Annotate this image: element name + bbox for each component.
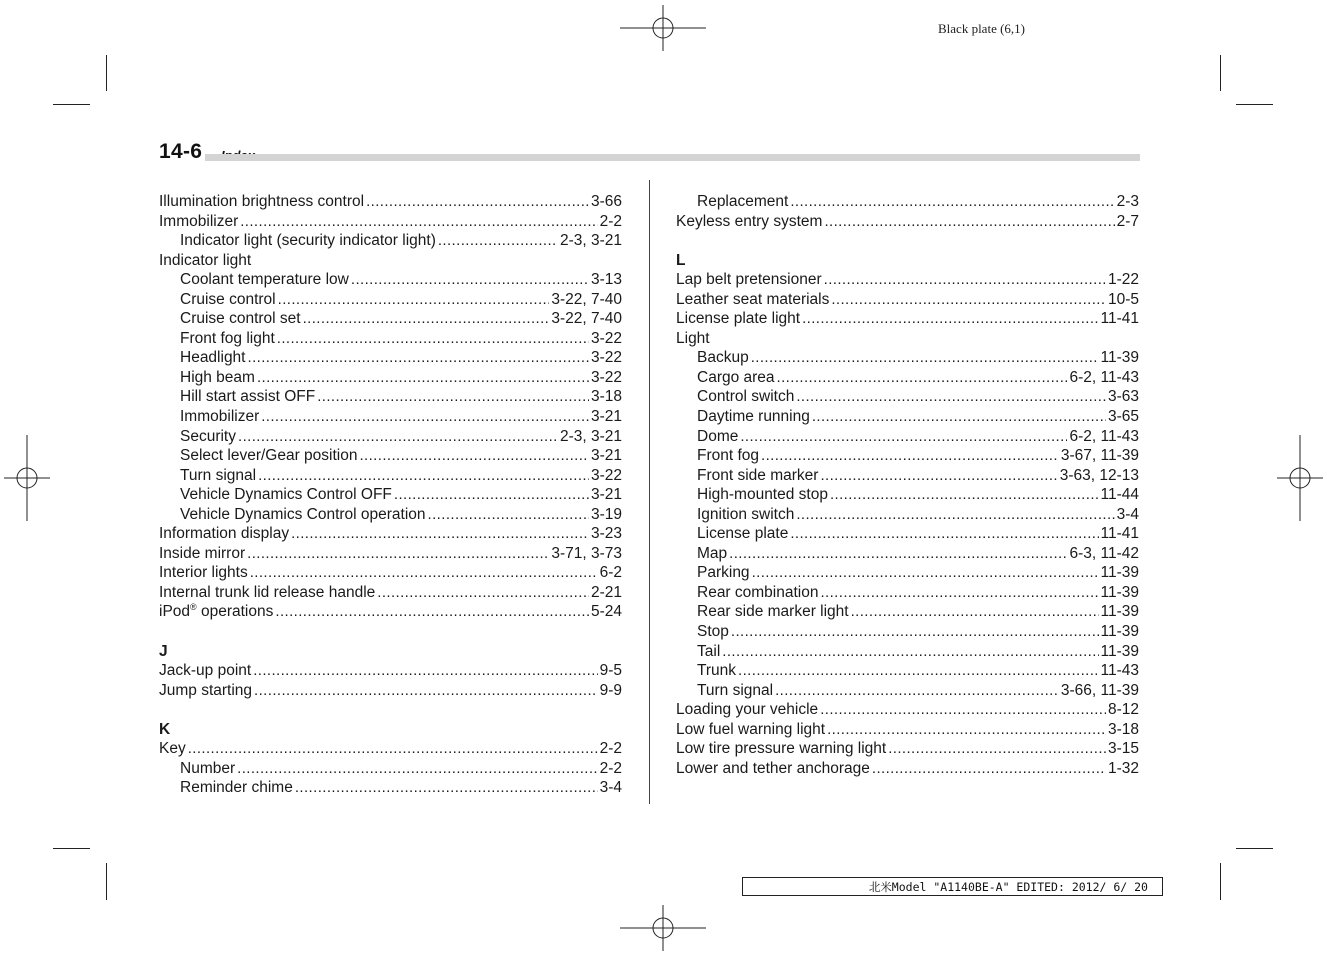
crop-mark [53, 848, 90, 849]
index-term: iPod® operations [159, 602, 274, 621]
dot-leader [250, 563, 598, 583]
dot-leader [790, 192, 1114, 212]
index-subentry [676, 642, 1139, 662]
index-subentry [159, 231, 622, 251]
index-term: Lower and tether anchorage [676, 759, 870, 777]
index-subentry [676, 368, 1139, 388]
index-subentry [159, 387, 622, 407]
index-subentry [159, 290, 622, 310]
index-subentry [159, 348, 622, 368]
index-subentry [159, 759, 622, 779]
page-ref: 3-19 [590, 505, 622, 523]
page-ref: 2-7 [1116, 212, 1139, 230]
index-term: Vehicle Dynamics Control operation [180, 505, 426, 523]
index-term: Replacement [697, 193, 789, 210]
page-ref: 3-22 [590, 466, 622, 484]
dot-leader [240, 212, 597, 232]
page-ref: 6-2, 11-43 [1069, 427, 1139, 445]
page-ref: 3-23 [590, 525, 622, 543]
dot-leader [394, 485, 589, 505]
page-ref: 3-22 [590, 349, 622, 367]
page-ref: 11-39 [1100, 583, 1139, 601]
index-term: Inside mirror [159, 544, 246, 562]
crop-mark [106, 863, 107, 900]
registered-mark: ® [190, 602, 197, 613]
page-ref: 11-43 [1100, 662, 1139, 680]
index-term: Cruise control [180, 290, 276, 308]
index-letter-heading [159, 642, 622, 662]
index-subentry [159, 427, 622, 447]
index-term: Key [159, 740, 186, 758]
index-subentry [159, 407, 622, 427]
page-ref: 2-3, 3-21 [559, 232, 622, 250]
index-subentry [676, 661, 1139, 681]
index-term: Indicator light (security indicator light) [180, 232, 436, 250]
index-term: Vehicle Dynamics Control OFF [180, 486, 392, 504]
index-entry [676, 309, 1139, 329]
dot-leader [729, 544, 1067, 564]
index-letter-heading [159, 720, 622, 740]
dot-leader [831, 290, 1106, 310]
index-term: Ignition switch [697, 505, 795, 523]
index-term: J [159, 642, 168, 660]
page-ref: 3-4 [1116, 505, 1139, 523]
dot-leader [275, 602, 589, 622]
index-subentry [676, 681, 1139, 701]
page-ref: 2-2 [599, 212, 622, 230]
dot-leader [751, 348, 1099, 368]
index-term: Internal trunk lid release handle [159, 583, 376, 601]
index-term: Backup [697, 349, 749, 367]
dot-leader [359, 446, 588, 466]
index-term: Stop [697, 623, 729, 641]
page-ref: 11-39 [1100, 349, 1139, 367]
dot-leader [761, 446, 1059, 466]
index-term: Jack-up point [159, 662, 252, 680]
dot-leader [248, 348, 589, 368]
dot-leader [317, 387, 589, 407]
index-term: Front fog light [180, 329, 275, 347]
page-ref: 6-2, 11-43 [1069, 368, 1139, 386]
index-entry [159, 563, 622, 583]
dot-leader [291, 524, 589, 544]
index-subentry [159, 446, 622, 466]
dot-leader [351, 270, 589, 290]
index-term: Parking [697, 564, 750, 582]
page-ref: 3-66, 11-39 [1060, 681, 1139, 699]
page-ref: 11-41 [1100, 310, 1139, 328]
index-entry [676, 720, 1139, 740]
page-ref: 11-39 [1100, 642, 1139, 660]
page-ref: 5-24 [590, 603, 622, 621]
index-subentry [676, 427, 1139, 447]
index-term: Front side marker [697, 466, 819, 484]
index-column-right [676, 192, 1139, 778]
page-ref: 1-32 [1107, 759, 1139, 777]
index-term: Loading your vehicle [676, 701, 819, 719]
dot-leader [237, 759, 597, 779]
page-ref: 3-66 [590, 193, 622, 210]
index-term: Hill start assist OFF [180, 388, 316, 406]
index-term: Turn signal [180, 466, 257, 484]
dot-leader [438, 231, 558, 251]
index-subentry [159, 505, 622, 525]
index-term: Trunk [697, 662, 737, 680]
dot-leader [824, 212, 1114, 232]
index-subentry [159, 309, 622, 329]
index-term: Indicator light [159, 251, 252, 269]
page-ref: 11-39 [1100, 564, 1139, 582]
dot-leader [238, 427, 558, 447]
index-term: Lap belt pretensioner [676, 271, 822, 289]
index-term: Light [676, 329, 710, 347]
index-term: Headlight [180, 349, 246, 367]
dot-leader [777, 368, 1068, 388]
page-ref: 3-65 [1107, 408, 1139, 426]
dot-leader [731, 622, 1099, 642]
plate-label: Black plate (6,1) [938, 21, 1025, 36]
index-entry [159, 739, 622, 759]
dot-leader [295, 778, 598, 798]
dot-leader [790, 524, 1098, 544]
index-subentry [676, 192, 1139, 212]
dot-leader [738, 661, 1098, 681]
page-ref: 3-21 [590, 486, 622, 504]
index-term: High-mounted stop [697, 486, 828, 504]
dot-leader [802, 309, 1098, 329]
index-term: Reminder chime [180, 779, 293, 797]
index-subentry [676, 563, 1139, 583]
dot-leader [253, 661, 597, 681]
dot-leader [261, 407, 589, 427]
dot-leader [872, 759, 1106, 779]
index-entry [676, 700, 1139, 720]
index-subentry [676, 583, 1139, 603]
index-entry [676, 290, 1139, 310]
page-ref: 1-22 [1107, 271, 1139, 289]
dot-leader [796, 505, 1114, 525]
index-term: Security [180, 427, 236, 445]
page-ref: 3-15 [1107, 740, 1139, 758]
index-term: Coolant temperature low [180, 271, 349, 289]
page-ref: 11-39 [1100, 623, 1139, 641]
index-term: License plate light [676, 310, 801, 328]
spacer [159, 700, 622, 720]
index-term: Leather seat materials [676, 290, 830, 308]
page-ref: 6-2 [599, 564, 622, 582]
dot-leader [366, 192, 589, 212]
page-ref: 3-22, 7-40 [551, 310, 622, 328]
crop-mark [1236, 848, 1273, 849]
index-subentry [159, 778, 622, 798]
crop-mark [106, 55, 107, 91]
header-rule [205, 154, 1140, 161]
page-ref: 8-12 [1107, 701, 1139, 719]
index-subentry [159, 270, 622, 290]
dot-leader [752, 563, 1099, 583]
page-ref: 2-21 [590, 583, 622, 601]
dot-leader [257, 368, 589, 388]
spacer [676, 231, 1139, 251]
index-entry [676, 212, 1139, 232]
dot-leader [812, 407, 1106, 427]
page-ref: 9-5 [599, 662, 622, 680]
dot-leader [827, 720, 1106, 740]
page-ref: 3-21 [590, 408, 622, 426]
dot-leader [254, 681, 598, 701]
index-term: Map [697, 544, 728, 562]
index-entry [159, 524, 622, 544]
page-ref: 3-18 [1107, 720, 1139, 738]
index-subentry [676, 348, 1139, 368]
index-subentry [676, 602, 1139, 622]
index-subentry [159, 466, 622, 486]
index-subentry [676, 466, 1139, 486]
index-entry [676, 270, 1139, 290]
page-ref: 3-18 [590, 388, 622, 406]
index-subentry [676, 505, 1139, 525]
page-ref: 2-2 [599, 759, 622, 777]
index-term: Interior lights [159, 564, 248, 582]
index-subentry [159, 485, 622, 505]
dot-leader [277, 329, 589, 349]
dot-leader [377, 583, 589, 603]
page-ref: 11-39 [1100, 603, 1139, 621]
index-subentry [676, 387, 1139, 407]
page-ref: 2-3, 3-21 [559, 427, 622, 445]
index-term: Cargo area [697, 368, 775, 386]
page-ref: 3-22 [590, 368, 622, 386]
index-term: Cruise control set [180, 310, 301, 328]
dot-leader [278, 290, 550, 310]
index-term: Dome [697, 427, 739, 445]
index-entry [159, 192, 622, 212]
index-term: Turn signal [697, 681, 774, 699]
spacer [159, 622, 622, 642]
page-ref: 11-41 [1100, 525, 1139, 543]
index-entry [159, 602, 622, 622]
page-number: 14-6 [159, 140, 203, 163]
index-term: Daytime running [697, 408, 810, 426]
index-subentry [676, 446, 1139, 466]
index-letter-heading [676, 251, 1139, 271]
index-term: Immobilizer [159, 212, 239, 230]
index-term: High beam [180, 368, 255, 386]
page-ref: 3-13 [590, 271, 622, 289]
dot-leader [258, 466, 589, 486]
dot-leader [740, 427, 1067, 447]
index-subentry [676, 407, 1139, 427]
dot-leader [796, 387, 1106, 407]
page-ref: 3-67, 11-39 [1060, 447, 1139, 465]
index-subentry [159, 368, 622, 388]
index-term: Jump starting [159, 681, 253, 699]
dot-leader [247, 544, 549, 564]
crop-mark [1220, 55, 1221, 91]
index-term: Select lever/Gear position [180, 447, 358, 465]
dot-leader [830, 485, 1099, 505]
page-ref: 3-4 [599, 779, 622, 797]
column-divider [649, 180, 650, 804]
dot-leader [888, 739, 1106, 759]
index-term: Control switch [697, 388, 795, 406]
index-term: Low tire pressure warning light [676, 740, 887, 758]
index-column-left [159, 192, 622, 798]
index-term: Information display [159, 525, 290, 543]
index-term: Number [180, 759, 236, 777]
dot-leader [820, 466, 1057, 486]
page-ref: 2-3 [1116, 193, 1139, 210]
index-term: Rear side marker light [697, 603, 849, 621]
index-entry [676, 759, 1139, 779]
index-term: Illumination brightness control [159, 193, 365, 210]
index-term: Tail [697, 642, 721, 660]
index-term: Low fuel warning light [676, 720, 826, 738]
page-ref: 2-2 [599, 740, 622, 758]
registration-mark-icon [4, 435, 50, 521]
index-term: Keyless entry system [676, 212, 823, 230]
registration-mark-icon [620, 5, 706, 51]
page-ref: 3-21 [590, 447, 622, 465]
index-subentry [159, 329, 622, 349]
index-entry [159, 212, 622, 232]
edit-footer: 北米Model "A1140BE-A" EDITED: 2012/ 6/ 20 [742, 877, 1163, 896]
index-subentry [676, 485, 1139, 505]
index-entry [159, 544, 622, 564]
index-group-heading [676, 329, 1139, 349]
dot-leader [851, 602, 1099, 622]
registration-mark-icon [1277, 435, 1323, 521]
crop-mark [1220, 863, 1221, 900]
index-subentry [676, 622, 1139, 642]
page-ref: 3-22 [590, 329, 622, 347]
index-term: Front fog [697, 447, 760, 465]
index-subentry [676, 544, 1139, 564]
index-subentry [676, 524, 1139, 544]
index-entry [159, 583, 622, 603]
crop-mark [1236, 104, 1273, 105]
index-term: License plate [697, 525, 789, 543]
dot-leader [303, 309, 550, 329]
page-ref: 6-3, 11-42 [1069, 544, 1139, 562]
page-ref: 9-9 [599, 681, 622, 699]
page-ref: 3-22, 7-40 [551, 290, 622, 308]
page-ref: 10-5 [1107, 290, 1139, 308]
dot-leader [722, 642, 1098, 662]
index-group-heading [159, 251, 622, 271]
index-term: K [159, 720, 171, 738]
page-ref: 3-63 [1107, 388, 1139, 406]
index-term: L [676, 251, 686, 269]
crop-mark [53, 104, 90, 105]
registration-mark-icon [620, 905, 706, 951]
index-entry [676, 739, 1139, 759]
page-ref: 3-71, 3-73 [551, 544, 622, 562]
page-ref: 11-44 [1100, 486, 1139, 504]
dot-leader [820, 700, 1106, 720]
index-term: Immobilizer [180, 408, 260, 426]
dot-leader [775, 681, 1059, 701]
dot-leader [188, 739, 598, 759]
dot-leader [428, 505, 589, 525]
index-entry [159, 681, 622, 701]
page-ref: 3-63, 12-13 [1059, 466, 1139, 484]
index-entry [159, 661, 622, 681]
dot-leader [820, 583, 1098, 603]
dot-leader [824, 270, 1106, 290]
index-term: Rear combination [697, 583, 819, 601]
